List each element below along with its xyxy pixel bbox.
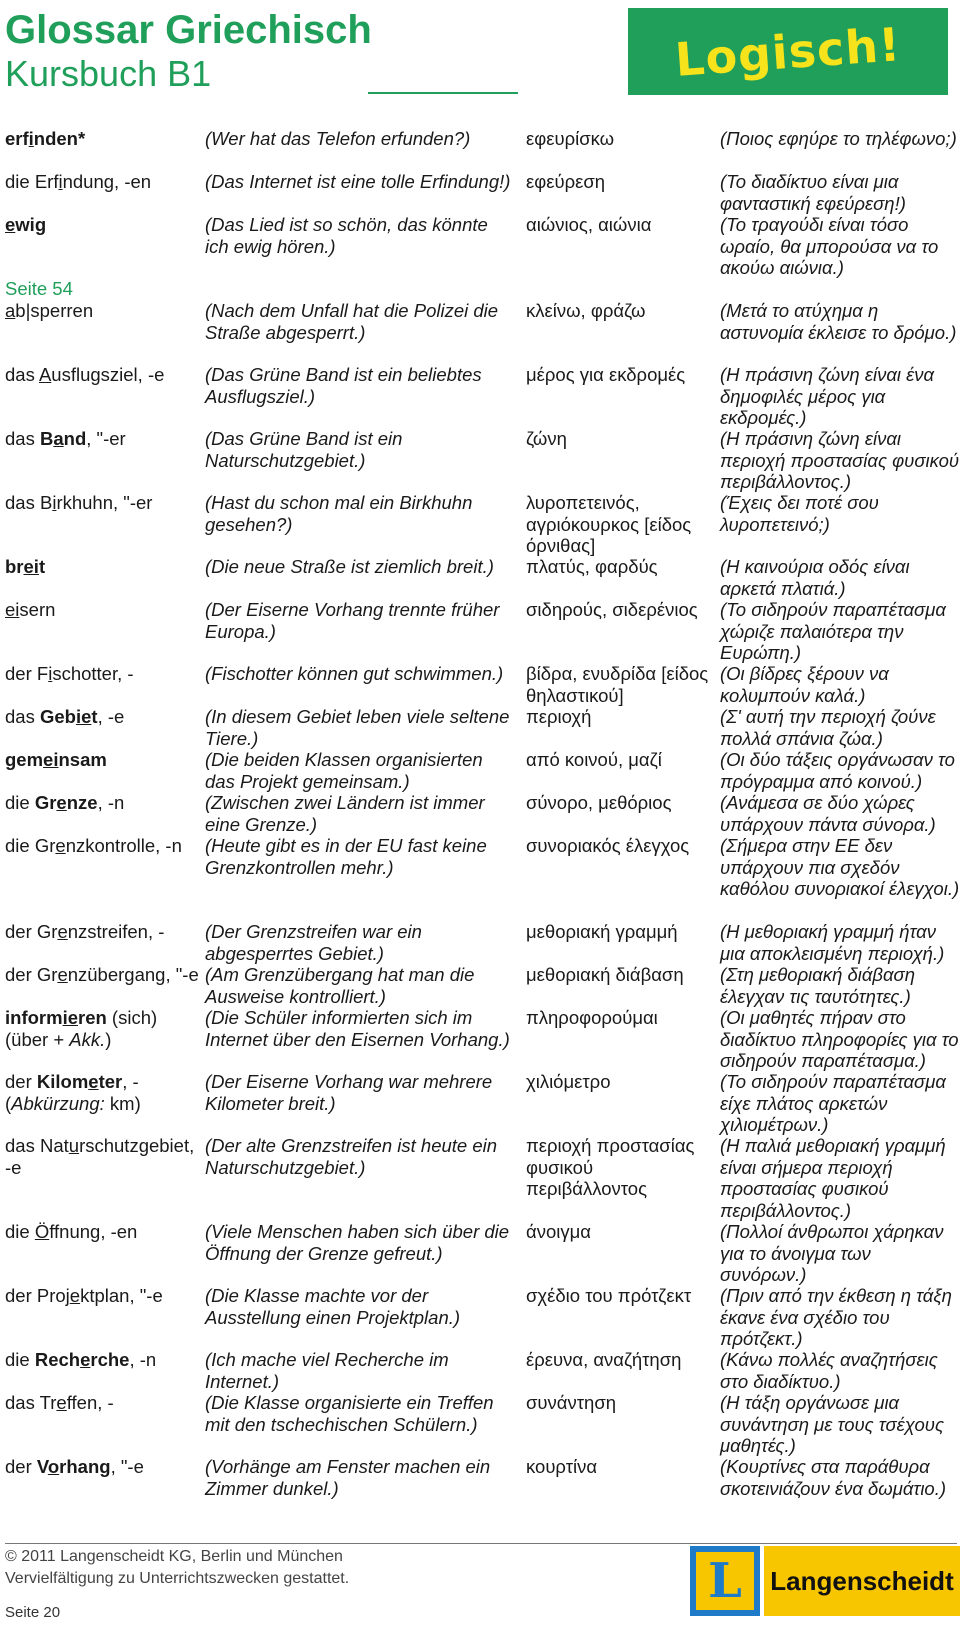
- german-headword: [5, 1392, 200, 1414]
- headword-segment: e: [56, 792, 67, 813]
- headword-segment: ffnung, -en: [49, 1221, 138, 1242]
- headword-segment: das: [5, 428, 40, 449]
- greek-example: (Σήμερα στην ΕΕ δεν υπάρχουν πια σχεδόν καθόλου συνοριακοί έλεγχοι.): [720, 835, 960, 900]
- headword-segment: das Tr: [5, 1392, 57, 1413]
- headword-segment: nden*: [33, 128, 86, 149]
- german-headword: [5, 706, 200, 728]
- german-example: (Zwischen zwei Ländern ist immer eine Grenze.): [205, 792, 485, 835]
- greek-translation: περιοχή προστασίας φυσικού περιβάλλοντος: [526, 1135, 695, 1200]
- greek-example: (Πριν από την έκθεση η τάξη έκανε ένα σχέδιο του πρότζεκτ.): [720, 1285, 952, 1350]
- greek-example: (Σ' αυτή την περιοχή ζούνε πολλά σπάνια ζώα.): [720, 706, 936, 749]
- german-headword: [5, 364, 200, 386]
- headword-segment: e: [88, 1071, 99, 1092]
- german-example: (Das Internet ist eine tolle Erfindung!): [205, 171, 511, 192]
- headword-segment: , -e: [97, 706, 125, 727]
- greek-example: (Κουρτίνες στα παράθυρα σκοτεινιάζουν ένα δωμάτιο.): [720, 1456, 947, 1499]
- headword-segment: Abkürzung:: [11, 1092, 105, 1114]
- reproduction-note: Vervielfältigung zu Unterrichtszwecken gestattet.: [5, 1570, 350, 1587]
- german-example: (Hast du schon mal ein Birkhuhn gesehen?): [205, 492, 473, 535]
- headword-segment: erf: [5, 128, 29, 149]
- headword-segment: i: [52, 492, 57, 513]
- headword-segment: rschutzgebiet, -e: [5, 1135, 200, 1178]
- headword-segment: der Proj: [5, 1285, 70, 1306]
- greek-translation: μέρος για εκδρομές: [526, 364, 686, 385]
- headword-segment: , - (: [5, 1071, 144, 1114]
- headword-segment: a: [53, 428, 64, 449]
- german-headword: [5, 300, 200, 322]
- headword-segment: usflugsziel, -e: [51, 364, 165, 385]
- headword-segment: die: [5, 1221, 35, 1242]
- headword-segment: V: [36, 1456, 48, 1477]
- german-headword: [5, 792, 200, 814]
- german-headword: [5, 1349, 200, 1371]
- langenscheidt-logo-name: [764, 1546, 960, 1616]
- german-headword: [5, 1456, 200, 1478]
- german-example: (Vorhänge am Fenster machen ein Zimmer dunkel.): [205, 1456, 491, 1499]
- greek-example: (Οι μαθητές πήραν στο διαδίκτυο πληροφορίες για το σιδηρούν παραπέτασμα.): [720, 1007, 959, 1072]
- headword-segment: e: [5, 214, 16, 235]
- headword-segment: ktplan, "-e: [80, 1285, 163, 1306]
- greek-example: (Πολλοί άνθρωποι χάρηκαν για το άνοιγμα των συνόρων.): [720, 1221, 944, 1286]
- headword-segment: u: [68, 1135, 80, 1156]
- title-underline: [368, 92, 518, 94]
- greek-translation: ζώνη: [526, 428, 567, 449]
- headword-segment: die Gr: [5, 835, 56, 856]
- headword-segment: t: [91, 706, 98, 727]
- german-headword: [5, 128, 200, 150]
- greek-translation: άνοιγμα: [526, 1221, 591, 1242]
- headword-segment: nd: [63, 428, 87, 449]
- german-example: (Wer hat das Telefon erfunden?): [205, 128, 471, 149]
- logo-mark-inner: [696, 1552, 754, 1610]
- headword-segment: ndung, -en: [62, 171, 152, 192]
- headword-segment: ter: [98, 1071, 123, 1092]
- copyright-text: © 2011 Langenscheidt KG, Berlin und München: [5, 1548, 343, 1565]
- german-example: (Fischotter können gut schwimmen.): [205, 663, 504, 684]
- greek-translation: μεθοριακή γραμμή: [526, 921, 678, 942]
- greek-example: (Ανάμεσα σε δύο χώρες υπάρχουν πάντα σύνορα.): [720, 792, 936, 835]
- headword-segment: a: [5, 300, 16, 321]
- headword-segment: nze: [66, 792, 98, 813]
- german-example: (Die neue Straße ist ziemlich breit.): [205, 556, 494, 577]
- german-headword: [5, 171, 200, 193]
- german-headword: [5, 749, 200, 771]
- greek-translation: έρευνα, αναζήτηση: [526, 1349, 682, 1370]
- headword-segment: der Gr: [5, 921, 58, 942]
- german-example: (Der Eiserne Vorhang trennte früher Europa.): [205, 599, 500, 642]
- headword-segment: e: [57, 964, 68, 985]
- greek-translation: συνάντηση: [526, 1392, 617, 1413]
- german-example: (Das Grüne Band ist ein Naturschutzgebiet.): [205, 428, 403, 471]
- german-example: (Der alte Grenzstreifen ist heute ein Naturschutzgebiet.): [205, 1135, 498, 1178]
- greek-translation: πληροφορούμαι: [526, 1007, 658, 1028]
- german-headword: [5, 1221, 200, 1243]
- german-headword: [5, 428, 200, 450]
- headword-segment: der Gr: [5, 964, 58, 985]
- headword-segment: sern: [19, 599, 56, 620]
- headword-segment: ie: [62, 1007, 78, 1028]
- headword-segment: A: [38, 364, 52, 385]
- headword-segment: Gr: [34, 792, 57, 813]
- headword-segment: gem: [5, 749, 44, 770]
- headword-segment: schotter, -: [52, 663, 134, 684]
- greek-translation: από κοινού, μαζί: [526, 749, 662, 770]
- section-heading: Seite 54: [5, 278, 73, 299]
- greek-example: (Το σιδηρούν παραπέτασμα είχε πλάτος αρκετών χιλιομέτρων.): [720, 1071, 946, 1136]
- german-headword: [5, 214, 200, 236]
- headword-segment: rhang: [59, 1456, 111, 1477]
- german-example: (Der Grenzstreifen war ein abgesperrtes Gebiet.): [205, 921, 422, 964]
- german-headword: [5, 1007, 200, 1050]
- headword-segment: b|sperren: [15, 300, 94, 321]
- headword-segment: das: [5, 364, 39, 385]
- logisch-logo: [628, 8, 948, 95]
- greek-translation: βίδρα, ενυδρίδα [είδος θηλαστικού]: [526, 663, 709, 706]
- headword-segment: nzstreifen, -: [67, 921, 165, 942]
- greek-translation: σχέδιο του πρότζεκτ: [526, 1285, 692, 1306]
- german-headword: [5, 663, 200, 685]
- greek-translation: μεθοριακή διάβαση: [526, 964, 684, 985]
- greek-example: (Η πράσινη ζώνη είναι ένα δημοφιλές μέρος για εκδρομές.): [720, 364, 935, 429]
- german-example: (Der Eiserne Vorhang war mehrere Kilometer breit.): [205, 1071, 493, 1114]
- german-example: (Am Grenzübergang hat man die Ausweise kontrolliert.): [205, 964, 475, 1007]
- headword-segment: Akk.: [69, 1028, 106, 1050]
- headword-segment: , -n: [97, 792, 125, 813]
- headword-segment: km): [104, 1092, 141, 1114]
- headword-segment: i: [58, 171, 63, 192]
- german-example: (In diesem Gebiet leben viele seltene Tiere.): [205, 706, 510, 749]
- german-example: (Die Schüler informierten sich im Internet über den Eisernen Vorhang.): [205, 1007, 510, 1050]
- greek-translation: περιοχή: [526, 706, 592, 727]
- headword-segment: e: [80, 1349, 91, 1370]
- german-example: (Die Klasse organisierte ein Treffen mit den tschechischen Schülern.): [205, 1392, 494, 1435]
- greek-example: (Το σιδηρούν παραπέτασμα χώριζε παλαιότερα την Ευρώπη.): [720, 599, 946, 664]
- greek-translation: χιλιόμετρο: [526, 1071, 611, 1092]
- headword-segment: t: [38, 556, 46, 577]
- greek-example: (Κάνω πολλές αναζητήσεις στο διαδίκτυο.): [720, 1349, 938, 1392]
- headword-segment: br: [5, 556, 24, 577]
- greek-translation: σιδηρούς, σιδερένιος: [526, 599, 698, 620]
- headword-segment: das: [5, 706, 40, 727]
- headword-segment: wig: [15, 214, 47, 235]
- german-headword: [5, 1135, 200, 1178]
- german-example: (Ich mache viel Recherche im Internet.): [205, 1349, 449, 1392]
- greek-translation: σύνορο, μεθόριος: [526, 792, 672, 813]
- page-subtitle: Kursbuch B1: [5, 53, 212, 94]
- headword-segment: e: [56, 1392, 67, 1413]
- greek-translation: κλείνω, φράζω: [526, 300, 646, 321]
- logo-text: Logisch!: [673, 16, 903, 87]
- logo-mark-letter: L: [708, 1553, 742, 1609]
- headword-segment: , -n: [129, 1349, 157, 1370]
- headword-segment: ei: [5, 599, 20, 620]
- greek-example: (Η τάξη οργάνωσε μια συνάντηση με τους τσέχους μαθητές.): [720, 1392, 944, 1457]
- greek-translation: κουρτίνα: [526, 1456, 598, 1477]
- headword-segment: der: [5, 1456, 37, 1477]
- greek-example: (Στη μεθοριακή διάβαση έλεγχαν τις ταυτότητες.): [720, 964, 915, 1007]
- page-title: Glossar Griechisch: [5, 8, 372, 52]
- headword-segment: rkhuhn, "-er: [56, 492, 153, 513]
- headword-segment: e: [69, 1285, 81, 1306]
- headword-segment: e: [57, 921, 68, 942]
- german-headword: [5, 556, 200, 578]
- headword-segment: die: [5, 1349, 35, 1370]
- greek-example: (Έχεις δει ποτέ σου λυροπετεινό;): [720, 492, 879, 535]
- headword-segment: Geb: [39, 706, 76, 727]
- headword-segment: (sich) (über +: [5, 1007, 163, 1050]
- greek-example: (Το τραγούδι είναι τόσο ωραίο, θα μπορούσα να το ακούω αιώνια.): [720, 214, 939, 279]
- german-headword: [5, 1071, 200, 1114]
- headword-segment: ei: [23, 556, 39, 577]
- headword-segment: Ö: [34, 1221, 50, 1242]
- headword-segment: ie: [75, 706, 92, 727]
- greek-translation: λυροπετεινός, αγριόκουρκος [είδος όρνιθας]: [526, 492, 692, 557]
- greek-example: (Η παλιά μεθοριακή γραμμή είναι σήμερα περιοχή προστασίας φυσικού περιβάλλοντος.): [720, 1135, 946, 1222]
- headword-segment: das Nat: [5, 1135, 69, 1156]
- headword-segment: ei: [43, 749, 59, 770]
- headword-segment: i: [28, 128, 34, 149]
- headword-segment: der: [5, 1071, 37, 1092]
- headword-segment: inform: [5, 1007, 63, 1028]
- headword-segment: nsam: [58, 749, 107, 770]
- page-number: Seite 20: [5, 1604, 61, 1621]
- headword-segment: das B: [5, 492, 53, 513]
- headword-segment: , "-e: [110, 1456, 144, 1477]
- greek-example: (Οι βίδρες ξέρουν να κολυμπούν καλά.): [720, 663, 889, 706]
- greek-example: (Ποιος εφηύρε το τηλέφωνο;): [720, 128, 957, 149]
- german-headword: [5, 835, 200, 857]
- german-example: (Die beiden Klassen organisierten das Projekt gemeinsam.): [205, 749, 483, 792]
- headword-segment: der F: [5, 663, 49, 684]
- german-example: (Heute gibt es in der EU fast keine Grenzkontrollen mehr.): [205, 835, 487, 878]
- greek-translation: πλατύς, φαρδύς: [526, 556, 658, 577]
- headword-segment: o: [47, 1456, 60, 1477]
- german-example: (Das Grüne Band ist ein beliebtes Ausflugsziel.): [205, 364, 482, 407]
- headword-segment: nzkontrolle, -n: [65, 835, 182, 856]
- greek-example: (Οι δύο τάξεις οργάνωσαν το πρόγραμμα από κοινού.): [720, 749, 955, 792]
- headword-segment: e: [55, 835, 66, 856]
- headword-segment: Rech: [34, 1349, 81, 1370]
- german-headword: [5, 964, 200, 986]
- headword-segment: ): [105, 1028, 112, 1050]
- headword-segment: , "-er: [86, 428, 126, 449]
- greek-example: (Η μεθοριακή γραμμή ήταν μια αποκλεισμένη περιοχή.): [720, 921, 945, 964]
- greek-example: (Μετά το ατύχημα η αστυνομία έκλεισε το δρόμο.): [720, 300, 957, 343]
- greek-translation: αιώνιος, αιώνια: [526, 214, 652, 235]
- headword-segment: ren: [78, 1007, 107, 1028]
- headword-segment: die: [5, 792, 35, 813]
- german-example: (Das Lied ist so schön, das könnte ich ewig hören.): [205, 214, 488, 257]
- german-headword: [5, 599, 200, 621]
- headword-segment: ffen, -: [66, 1392, 114, 1413]
- publisher-name: Langenscheidt: [770, 1565, 954, 1596]
- greek-translation: εφευρίσκω: [526, 128, 615, 149]
- german-headword: [5, 492, 200, 514]
- german-example: (Die Klasse machte vor der Ausstellung einen Projektplan.): [205, 1285, 461, 1328]
- headword-segment: die Erf: [5, 171, 59, 192]
- headword-segment: Kilom: [36, 1071, 89, 1092]
- headword-segment: rche: [90, 1349, 130, 1370]
- greek-example: (Η καινούρια οδός είναι αρκετά πλατιά.): [720, 556, 910, 599]
- german-headword: [5, 1285, 200, 1307]
- greek-translation: συνοριακός έλεγχος: [526, 835, 690, 856]
- headword-segment: B: [39, 428, 54, 449]
- german-example: (Nach dem Unfall hat die Polizei die Straße abgesperrt.): [205, 300, 499, 343]
- greek-example: (Το διαδίκτυο είναι μια φανταστική εφεύρεση!): [720, 171, 906, 214]
- headword-segment: i: [48, 663, 53, 684]
- greek-translation: εφεύρεση: [526, 171, 606, 192]
- footer-rule: [5, 1543, 957, 1544]
- german-headword: [5, 921, 200, 943]
- headword-segment: nzübergang, "-e: [67, 964, 199, 985]
- german-example: (Viele Menschen haben sich über die Öffnung der Grenze gefreut.): [205, 1221, 510, 1264]
- greek-example: (Η πράσινη ζώνη είναι περιοχή προστασίας φυσικού περιβάλλοντος.): [720, 428, 960, 493]
- langenscheidt-logo-mark: [690, 1546, 760, 1616]
